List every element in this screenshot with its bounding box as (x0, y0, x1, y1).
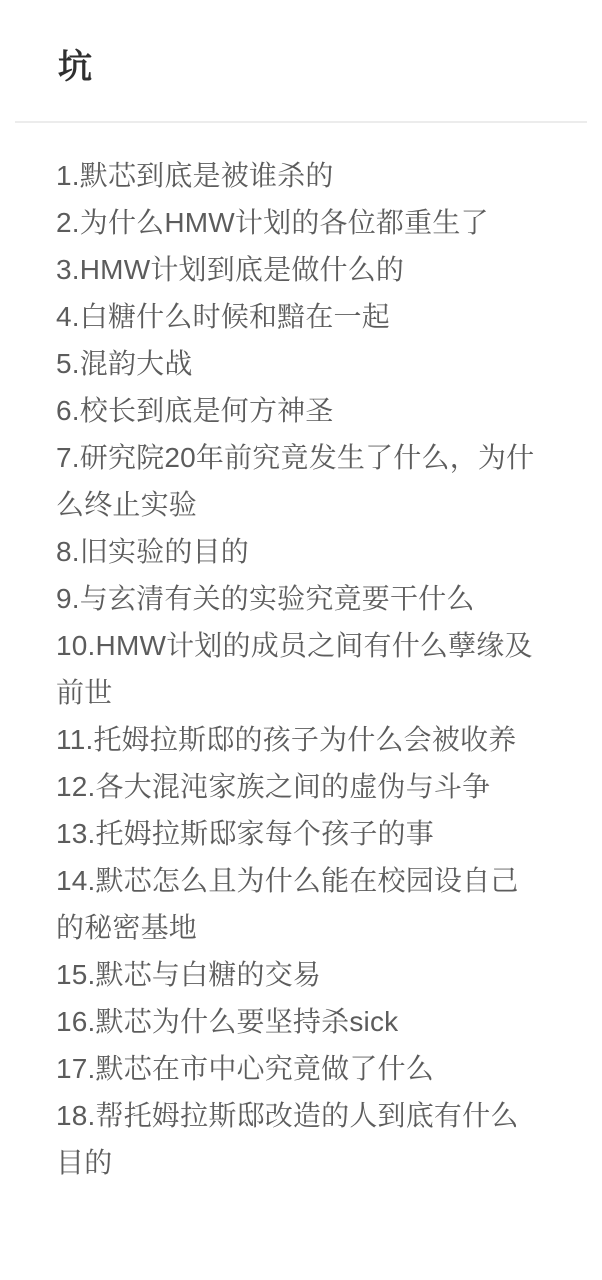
note-line: 12.各大混沌家族之间的虚伪与斗争 (56, 771, 491, 802)
note-line: 11.托姆拉斯邸的孩子为什么会被收养 (56, 724, 517, 755)
note-line: 5.混韵大战 (56, 348, 193, 379)
note-item (56, 857, 602, 951)
note-item (56, 716, 602, 763)
note-line: 目的 (56, 1147, 113, 1178)
title-divider (15, 121, 587, 123)
note-item (56, 340, 602, 387)
note-line: 的秘密基地 (56, 912, 198, 943)
note-item (56, 622, 602, 716)
note-item (56, 1092, 602, 1186)
note-list (0, 152, 602, 1186)
note-line: 18.帮托姆拉斯邸改造的人到底有什么 (56, 1100, 519, 1131)
note-line: 6.校长到底是何方神圣 (56, 395, 334, 426)
note-line: 15.默芯与白糖的交易 (56, 959, 322, 990)
note-item (56, 246, 602, 293)
note-line: 1.默芯到底是被谁杀的 (56, 160, 334, 191)
note-item (56, 293, 602, 340)
note-item (56, 528, 602, 575)
note-line: 么终止实验 (56, 489, 198, 520)
note-line: 7.研究院20年前究竟发生了什么，为什 (56, 442, 535, 473)
note-item (56, 387, 602, 434)
note-line: 4.白糖什么时候和黯在一起 (56, 301, 390, 332)
note-item (56, 575, 602, 622)
note-item (56, 434, 602, 528)
note-item (56, 1045, 602, 1092)
note-line: 16.默芯为什么要坚持杀sick (56, 1006, 399, 1037)
note-item (56, 199, 602, 246)
note-line: 14.默芯怎么且为什么能在校园设自己 (56, 865, 519, 896)
note-line: 3.HMW计划到底是做什么的 (56, 254, 405, 285)
note-item (56, 951, 602, 998)
note-line: 前世 (56, 677, 113, 708)
note-line: 10.HMW计划的成员之间有什么孽缘及 (56, 630, 533, 661)
note-line: 8.旧实验的目的 (56, 536, 249, 567)
note-title: 坑 (58, 48, 93, 86)
note-item (56, 763, 602, 810)
note-line: 13.托姆拉斯邸家每个孩子的事 (56, 818, 434, 849)
note-line: 17.默芯在市中心究竟做了什么 (56, 1053, 434, 1084)
note-item (56, 998, 602, 1045)
note-line: 2.为什么HMW计划的各位都重生了 (56, 207, 489, 238)
note-item (56, 810, 602, 857)
note-item (56, 152, 602, 199)
note-line: 9.与玄清有关的实验究竟要干什么 (56, 583, 475, 614)
